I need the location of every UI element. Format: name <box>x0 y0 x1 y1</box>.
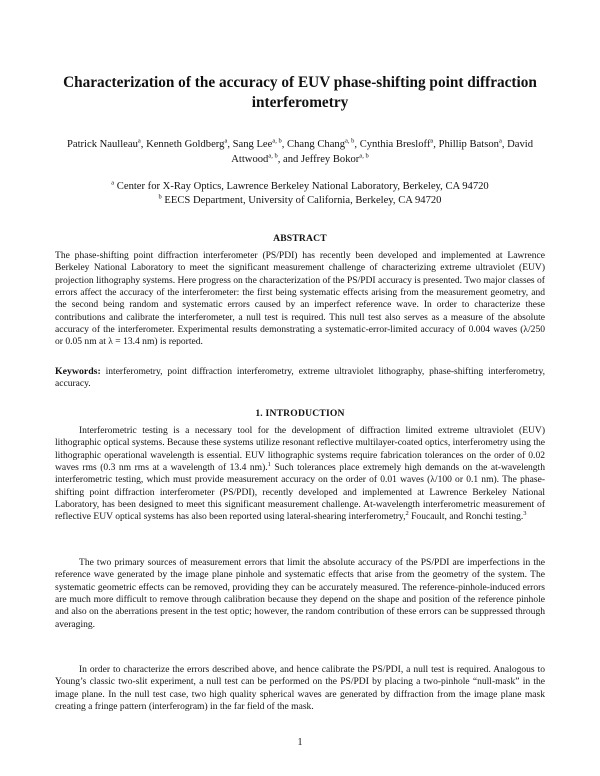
introduction-heading: 1. INTRODUCTION <box>255 408 345 419</box>
intro-text-segment: Foucault, and Ronchi testing. <box>408 511 524 523</box>
citation-marker: 2 <box>405 510 409 518</box>
author-name: Kenneth Goldberg <box>146 139 225 150</box>
affiliation-a <box>60 180 540 194</box>
abstract-heading: ABSTRACT <box>273 233 327 244</box>
affiliation-a-marker: a <box>111 179 115 187</box>
author-name: Chang Chang <box>287 139 345 150</box>
intro-text-segment: Such tolerances place extremely high demands on the at-wavelength interferometric testing, which must provide measurement accuracy on the order of 0.01 waves (λ/100 or 0.1 nm). The phase-shifting point diffraction interferometer (PS/PDI), recently developed and implemented at Lawrence Berkeley National Laboratory, has been designed to meet this significant measurement challenge. At-wavelength interferometric measurement of reflective EUV optical systems has also been reported using lateral-shearing interferometry, <box>55 462 545 523</box>
intro-paragraph-3: In order to characterize the errors described above, and hence calibrate the PS/PDI, a null test is required. Analogous to Young’s classic two-slit experiment, a null test can be performed on the PS/PDI by placing a two-pinhole “null-mask” in the image plane. In the null test case, two high quality spherical waves are generated by diffraction from the image plane mask creating a fringe pattern (interferogram) in the far field of the mask. <box>55 664 545 713</box>
author-separator: , <box>140 139 147 150</box>
keywords-text: interferometry, point diffraction interferometry, extreme ultraviolet lithography, phase-shifting interferometry, accuracy. <box>55 366 545 390</box>
author-separator: , <box>501 139 508 150</box>
intro-paragraph-2: The two primary sources of measurement errors that limit the absolute accuracy of the PS/PDI are imperfections in the reference wave generated by the image plane pinhole and systematic effects that arise from the geometry of the system. The systematic geometric effects can be removed, providing they can be accurately measured. The reference-pinhole-induced errors are much more difficult to remove through calibration because they depend on the shape and position of the reference pinhole and also on the aberrations present in the test optic; however, the random contribution of these errors can be suppressed through averaging. <box>55 557 545 630</box>
author-affiliation-marker: a, b <box>345 137 355 145</box>
author-name: Cynthia Bresloff <box>359 139 431 150</box>
author-separator: , <box>354 139 360 150</box>
author-list <box>48 137 552 167</box>
author-affiliation-marker: a, b <box>359 152 369 160</box>
intro-text-segment: Interferometric testing is a necessary tool for the development of diffraction limited extreme ultraviolet (EUV) lithographic optical systems. Because these systems utilize resonant reflective multilayer-coated optics, interferometry using the lithographic operational wavelength is essential. EUV lithographic systems require fabrication tolerances on the order of 0.02 waves rms (0.3 nm rms at a wavelength of 13.4 nm). <box>55 425 545 474</box>
author-separator: , <box>433 139 439 150</box>
author-affiliation-marker: a <box>498 137 502 145</box>
author-name: Phillip Batson <box>438 139 499 150</box>
author-name: Jeffrey Bokor <box>300 154 360 165</box>
intro-paragraph-1 <box>55 425 545 524</box>
keywords-label: Keywords: <box>55 366 101 377</box>
affiliation-a-text: Center for X-Ray Optics, Lawrence Berkeley National Laboratory, Berkeley, CA 94720 <box>116 181 489 192</box>
citation-marker: 1 <box>267 460 271 468</box>
author-name: David Attwood <box>231 139 534 165</box>
author-separator: , <box>227 139 233 150</box>
author-name: Sang Lee <box>232 139 273 150</box>
keywords-line <box>55 366 545 391</box>
abstract-text: The phase-shifting point diffraction interferometer (PS/PDI) has recently been developed and implemented at Lawrence Berkeley National Laboratory to meet the significant measurement challenge of characterizing extreme ultraviolet (EUV) projection lithography systems. Here progress on the characterization of the PS/PDI accuracy is presented. Two major classes of errors affect the accuracy of the interferometer: the first being systematic effects arising from the measurement geometry, and the second being random and systematic errors caused by an imperfect reference wave. In order to characterize these contributions and calibrate the interferometer, a null test is required. This null test also serves as a measure of the absolute accuracy of the interferometer. Experimental results demonstrating a systematic-error-limited accuracy of 0.004 waves (λ/250 or 0.05 nm at λ = 13.4 nm) is reported. <box>55 250 545 348</box>
affiliation-b-marker: b <box>158 193 162 201</box>
paper-title: Characterization of the accuracy of EUV phase-shifting point diffraction interferometry <box>63 74 537 111</box>
page-number: 1 <box>297 737 303 748</box>
affiliation-list <box>60 180 540 208</box>
author-separator: , and <box>277 154 301 165</box>
author-affiliation-marker: a <box>224 137 228 145</box>
affiliation-b-text: EECS Department, University of California, Berkeley, CA 94720 <box>164 195 442 206</box>
affiliation-b <box>60 194 540 208</box>
author-affiliation-marker: a, b <box>268 152 278 160</box>
citation-marker: 3 <box>523 510 527 518</box>
author-name: Patrick Naulleau <box>66 139 138 150</box>
author-affiliation-marker: a <box>430 137 434 145</box>
author-separator: , <box>281 139 288 150</box>
author-affiliation-marker: a <box>137 137 141 145</box>
author-affiliation-marker: a, b <box>272 137 282 145</box>
